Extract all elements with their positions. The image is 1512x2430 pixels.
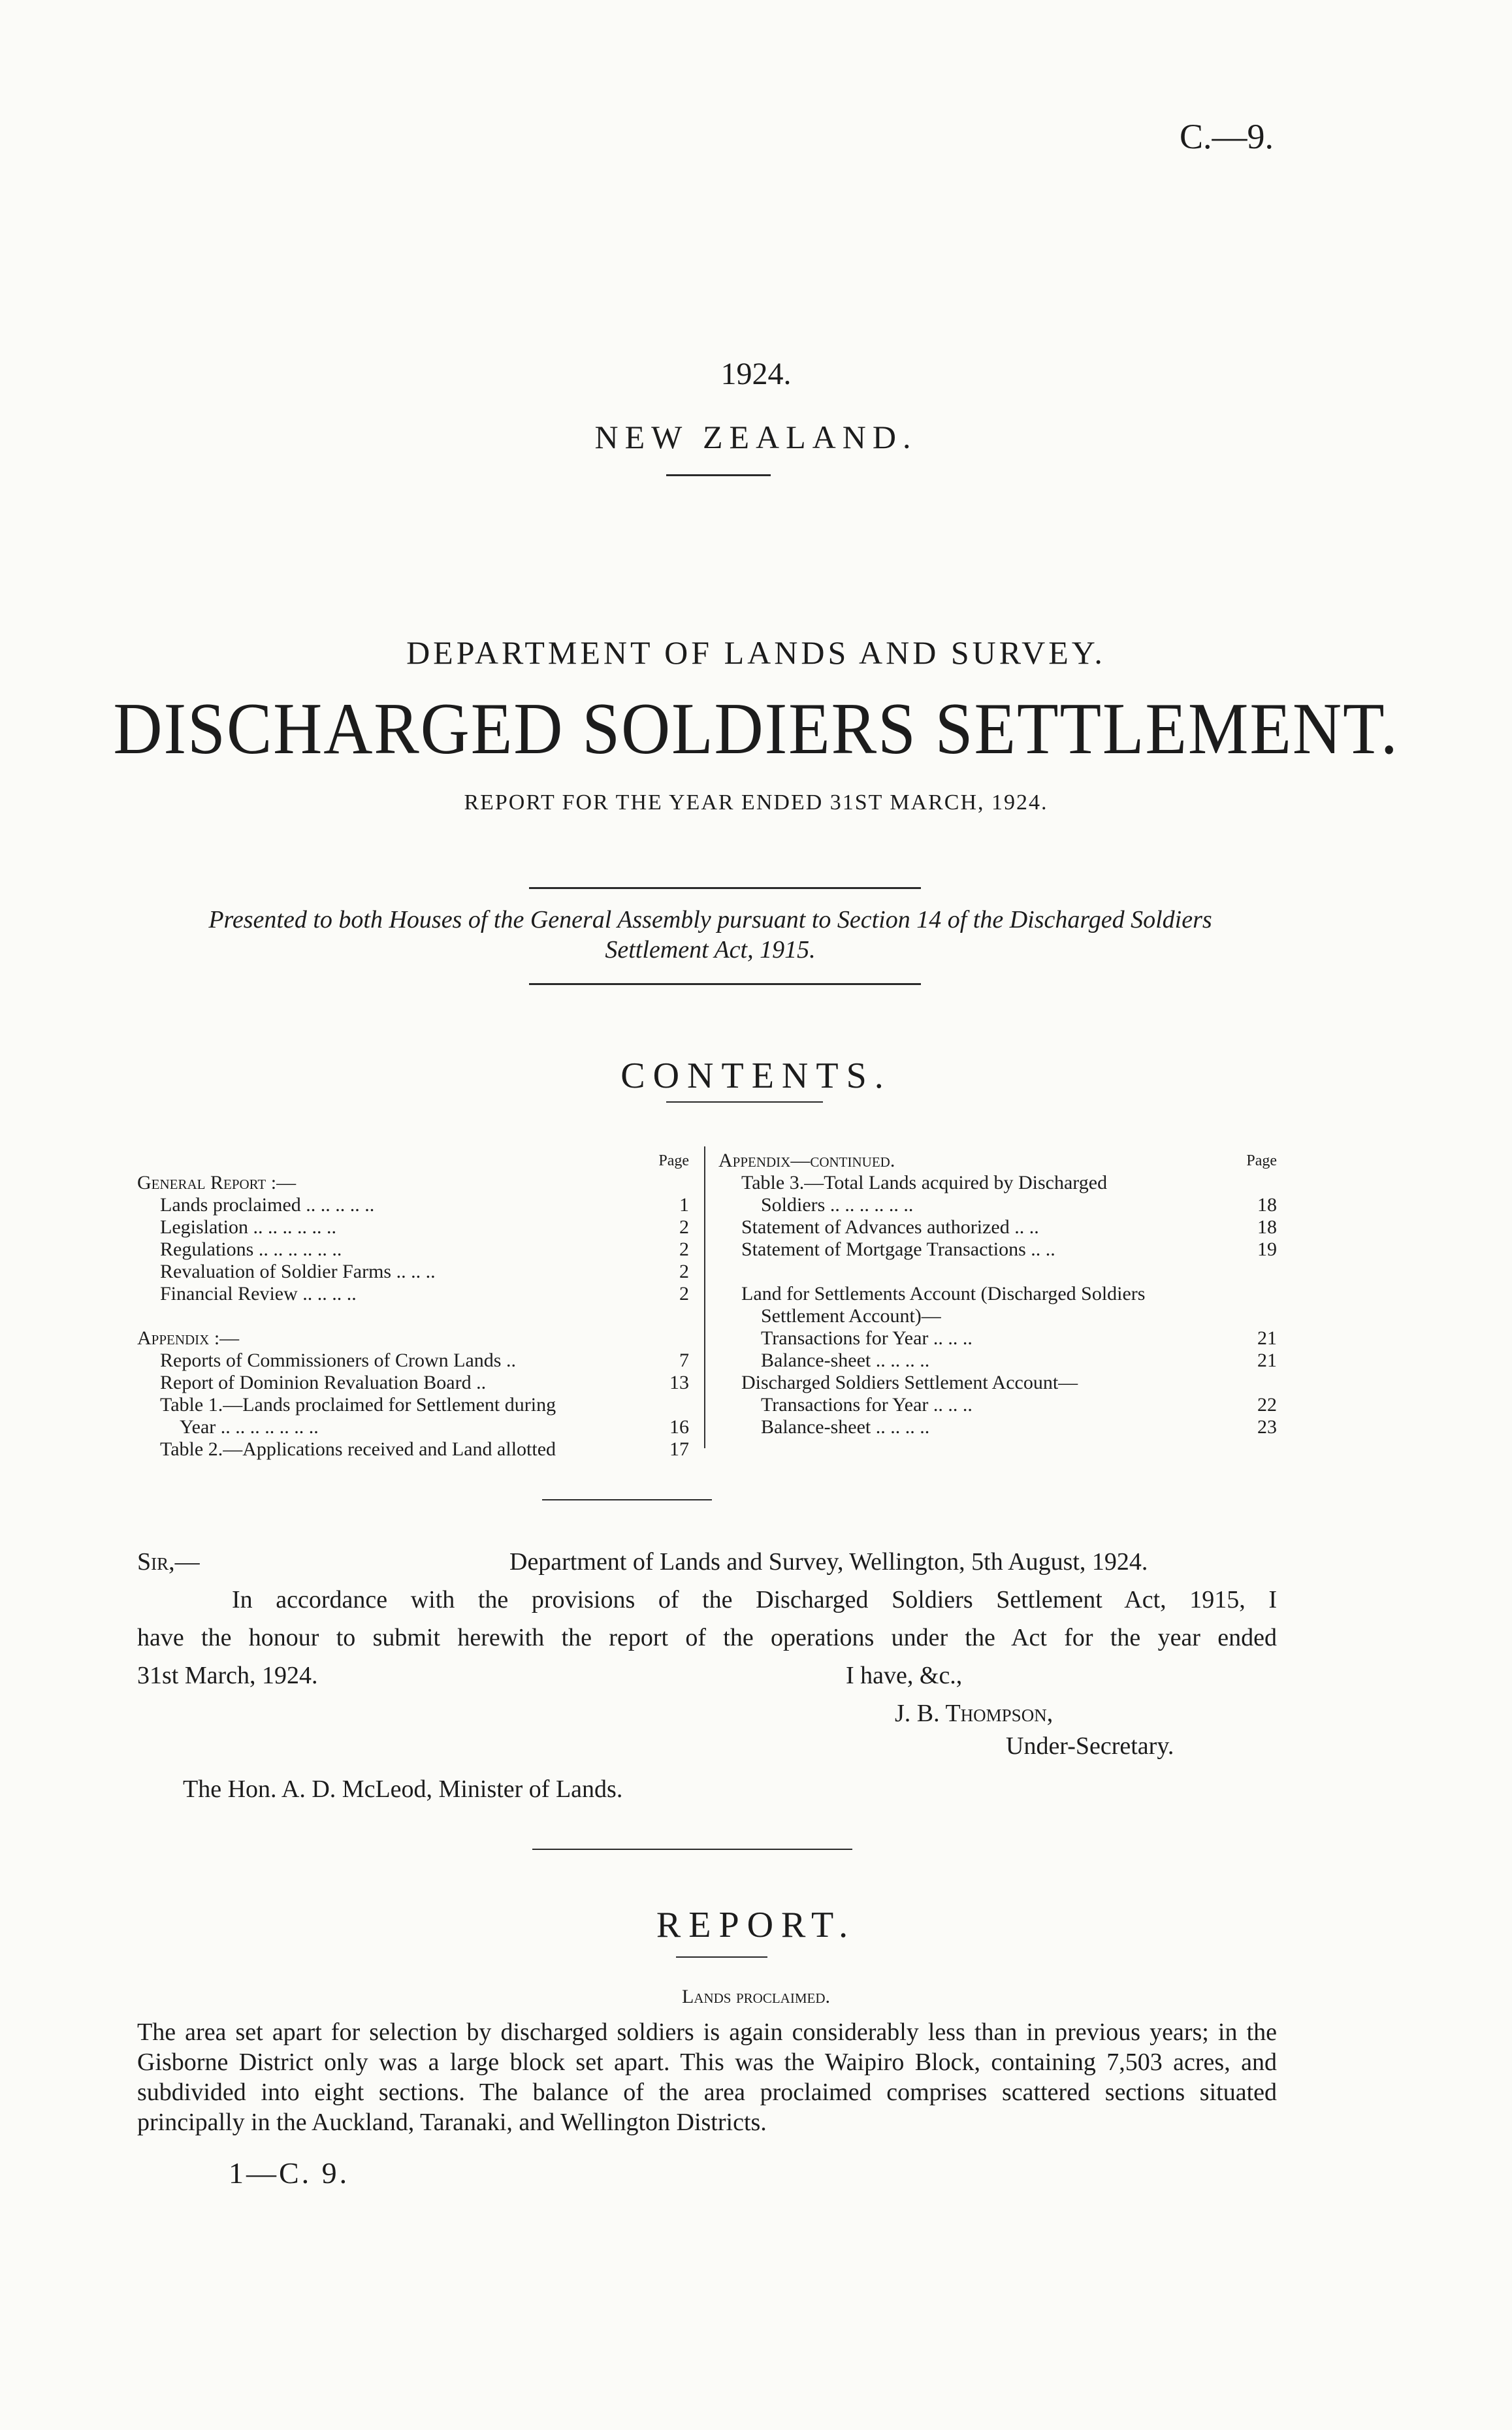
toc-entry-label: Settlement Account)— bbox=[761, 1305, 941, 1327]
toc-entry-page: 13 bbox=[669, 1372, 689, 1393]
toc-entry-page: 2 bbox=[679, 1261, 689, 1282]
toc-entry bbox=[137, 1239, 689, 1261]
toc-entry-label: Financial Review .. .. .. .. bbox=[160, 1283, 357, 1304]
toc-entry bbox=[137, 1305, 689, 1327]
toc-entry-label: General Report :— bbox=[137, 1172, 297, 1193]
toc-column-header bbox=[137, 1150, 689, 1172]
toc-entry-label: Transactions for Year .. .. .. bbox=[761, 1327, 973, 1349]
report-paragraph: The area set apart for selection by discharged soldiers is again considerably less than in previous years; in the Gisborne District only was a large block set apart. This was the Waipiro Block, containing 7,503 acres, and subdivided into eight sections. The balance of the area proclaimed comprises scattered sections situated principally in the Auckland, Taranaki, and Wellington Districts. bbox=[137, 2018, 1277, 2136]
divider-rule bbox=[666, 1101, 823, 1103]
section-heading: Lands proclaimed. bbox=[681, 1986, 830, 2007]
divider-rule bbox=[666, 474, 771, 476]
toc-entry bbox=[718, 1172, 1277, 1194]
page-column-label: Page bbox=[658, 1152, 689, 1169]
toc-right-list bbox=[718, 1172, 1277, 1438]
divider-rule bbox=[529, 983, 921, 985]
toc-entry-label: Table 2.—Applications received and Land allotted bbox=[160, 1438, 556, 1460]
toc-entry-page: 22 bbox=[1257, 1394, 1277, 1416]
letter-body-line: In accordance with the provisions of the Discharged Soldiers Settlement Act, 1915, I bbox=[232, 1586, 1277, 1613]
cover-letter bbox=[137, 1543, 1277, 1808]
country-heading: NEW ZEALAND. bbox=[594, 419, 918, 455]
toc-entry-label: Land for Settlements Account (Discharged Soldiers bbox=[741, 1283, 1146, 1304]
toc-entry-label: Revaluation of Soldier Farms .. .. .. bbox=[160, 1261, 436, 1282]
page-column-label: Page bbox=[1246, 1152, 1277, 1169]
letter-signatory: J. B. Thompson, bbox=[895, 1700, 1054, 1727]
toc-entry-label: Reports of Commissioners of Crown Lands .. bbox=[160, 1350, 516, 1371]
toc-entry-page: 17 bbox=[669, 1438, 689, 1460]
toc-entry bbox=[137, 1283, 689, 1305]
toc-entry-page: 7 bbox=[679, 1350, 689, 1371]
toc-entry-page: 2 bbox=[679, 1283, 689, 1304]
toc-entry bbox=[718, 1216, 1277, 1239]
toc-entry-label: Soldiers .. .. .. .. .. .. bbox=[761, 1194, 914, 1216]
toc-entry-label: Table 3.—Total Lands acquired by Discharged bbox=[741, 1172, 1108, 1193]
toc-entry-label: Report of Dominion Revaluation Board .. bbox=[160, 1372, 487, 1393]
department-heading: DEPARTMENT OF LANDS AND SURVEY. bbox=[406, 634, 1106, 671]
toc-entry bbox=[137, 1261, 689, 1283]
contents-heading: CONTENTS. bbox=[620, 1056, 892, 1096]
toc-entry bbox=[137, 1438, 689, 1461]
toc-entry-label: Transactions for Year .. .. .. bbox=[761, 1394, 973, 1416]
letter-position: Under-Secretary. bbox=[1006, 1732, 1174, 1760]
toc-entry bbox=[137, 1216, 689, 1239]
divider-rule bbox=[676, 1956, 767, 1958]
presented-line-2: Settlement Act, 1915. bbox=[605, 936, 816, 964]
toc-entry bbox=[718, 1350, 1277, 1372]
toc-entry-label: Balance-sheet .. .. .. .. bbox=[761, 1416, 930, 1438]
toc-entry-page: 18 bbox=[1257, 1216, 1277, 1238]
toc-entry-label: Balance-sheet .. .. .. .. bbox=[761, 1350, 930, 1371]
letter-body-line: 31st March, 1924. bbox=[137, 1662, 318, 1689]
contents-left-column bbox=[137, 1150, 689, 1461]
toc-entry bbox=[718, 1261, 1277, 1283]
divider-rule bbox=[532, 1849, 852, 1850]
toc-entry bbox=[137, 1350, 689, 1372]
letter-address: Department of Lands and Survey, Wellington, 5th August, 1924. bbox=[509, 1548, 1148, 1576]
toc-entry bbox=[718, 1394, 1277, 1416]
divider-rule bbox=[542, 1499, 712, 1500]
toc-entry-label: Table 1.—Lands proclaimed for Settlement during bbox=[160, 1394, 556, 1416]
document-reference: C.—9. bbox=[1179, 117, 1274, 156]
toc-entry-label: Legislation .. .. .. .. .. .. bbox=[160, 1216, 336, 1238]
toc-entry-label: Appendix :— bbox=[137, 1327, 240, 1349]
toc-entry bbox=[137, 1327, 689, 1350]
toc-entry-page: 21 bbox=[1257, 1350, 1277, 1371]
toc-entry-page: 21 bbox=[1257, 1327, 1277, 1349]
letter-addressee: The Hon. A. D. McLeod, Minister of Lands. bbox=[183, 1775, 623, 1803]
toc-entry bbox=[718, 1239, 1277, 1261]
toc-entry bbox=[137, 1172, 689, 1194]
toc-entry-label: Statement of Advances authorized .. .. bbox=[741, 1216, 1039, 1238]
toc-entry-page: 2 bbox=[679, 1239, 689, 1260]
presented-statement bbox=[140, 905, 1280, 965]
toc-entry-label: Year .. .. .. .. .. .. .. bbox=[180, 1416, 319, 1438]
contents-column-divider bbox=[704, 1146, 705, 1448]
document-year: 1924. bbox=[720, 357, 792, 391]
toc-entry-page: 18 bbox=[1257, 1194, 1277, 1216]
toc-column-header bbox=[718, 1150, 1277, 1172]
letter-closing-line bbox=[137, 1657, 1277, 1694]
page-footer-reference: 1—C. 9. bbox=[229, 2156, 350, 2190]
toc-entry bbox=[718, 1416, 1277, 1438]
report-heading: REPORT. bbox=[656, 1905, 856, 1945]
toc-entry bbox=[718, 1372, 1277, 1394]
toc-entry-page: 19 bbox=[1257, 1239, 1277, 1260]
presented-line-1: Presented to both Houses of the General Assembly pursuant to Section 14 of the Discharged Soldiers bbox=[208, 906, 1212, 933]
toc-entry bbox=[137, 1194, 689, 1216]
appendix-continued-label: Appendix—continued. bbox=[718, 1150, 895, 1171]
letter-body-line: have the honour to submit herewith the report of the operations under the Act for the year ended bbox=[137, 1624, 1277, 1651]
toc-entry bbox=[718, 1327, 1277, 1350]
toc-entry-label: Statement of Mortgage Transactions .. .. bbox=[741, 1239, 1055, 1260]
document-subtitle: REPORT FOR THE YEAR ENDED 31ST MARCH, 1924. bbox=[464, 790, 1048, 815]
document-title: DISCHARGED SOLDIERS SETTLEMENT. bbox=[113, 688, 1399, 770]
toc-entry bbox=[718, 1305, 1277, 1327]
toc-entry-label: Discharged Soldiers Settlement Account— bbox=[741, 1372, 1078, 1393]
toc-entry bbox=[718, 1283, 1277, 1305]
toc-entry-page: 1 bbox=[679, 1194, 689, 1216]
toc-entry bbox=[137, 1416, 689, 1438]
letter-salutation: Sir,— bbox=[137, 1548, 200, 1576]
contents-right-column bbox=[718, 1150, 1277, 1438]
letter-closing: I have, &c., bbox=[846, 1662, 963, 1689]
toc-entry-label: Regulations .. .. .. .. .. .. bbox=[160, 1239, 342, 1260]
toc-left-list bbox=[137, 1172, 689, 1461]
toc-entry bbox=[137, 1394, 689, 1416]
toc-entry-label: Lands proclaimed .. .. .. .. .. bbox=[160, 1194, 375, 1216]
toc-entry bbox=[137, 1372, 689, 1394]
toc-entry-page: 16 bbox=[669, 1416, 689, 1438]
divider-rule bbox=[529, 887, 921, 889]
toc-entry-page: 2 bbox=[679, 1216, 689, 1238]
toc-entry-page: 23 bbox=[1257, 1416, 1277, 1438]
toc-entry bbox=[718, 1194, 1277, 1216]
letter-heading-line bbox=[137, 1543, 1277, 1581]
